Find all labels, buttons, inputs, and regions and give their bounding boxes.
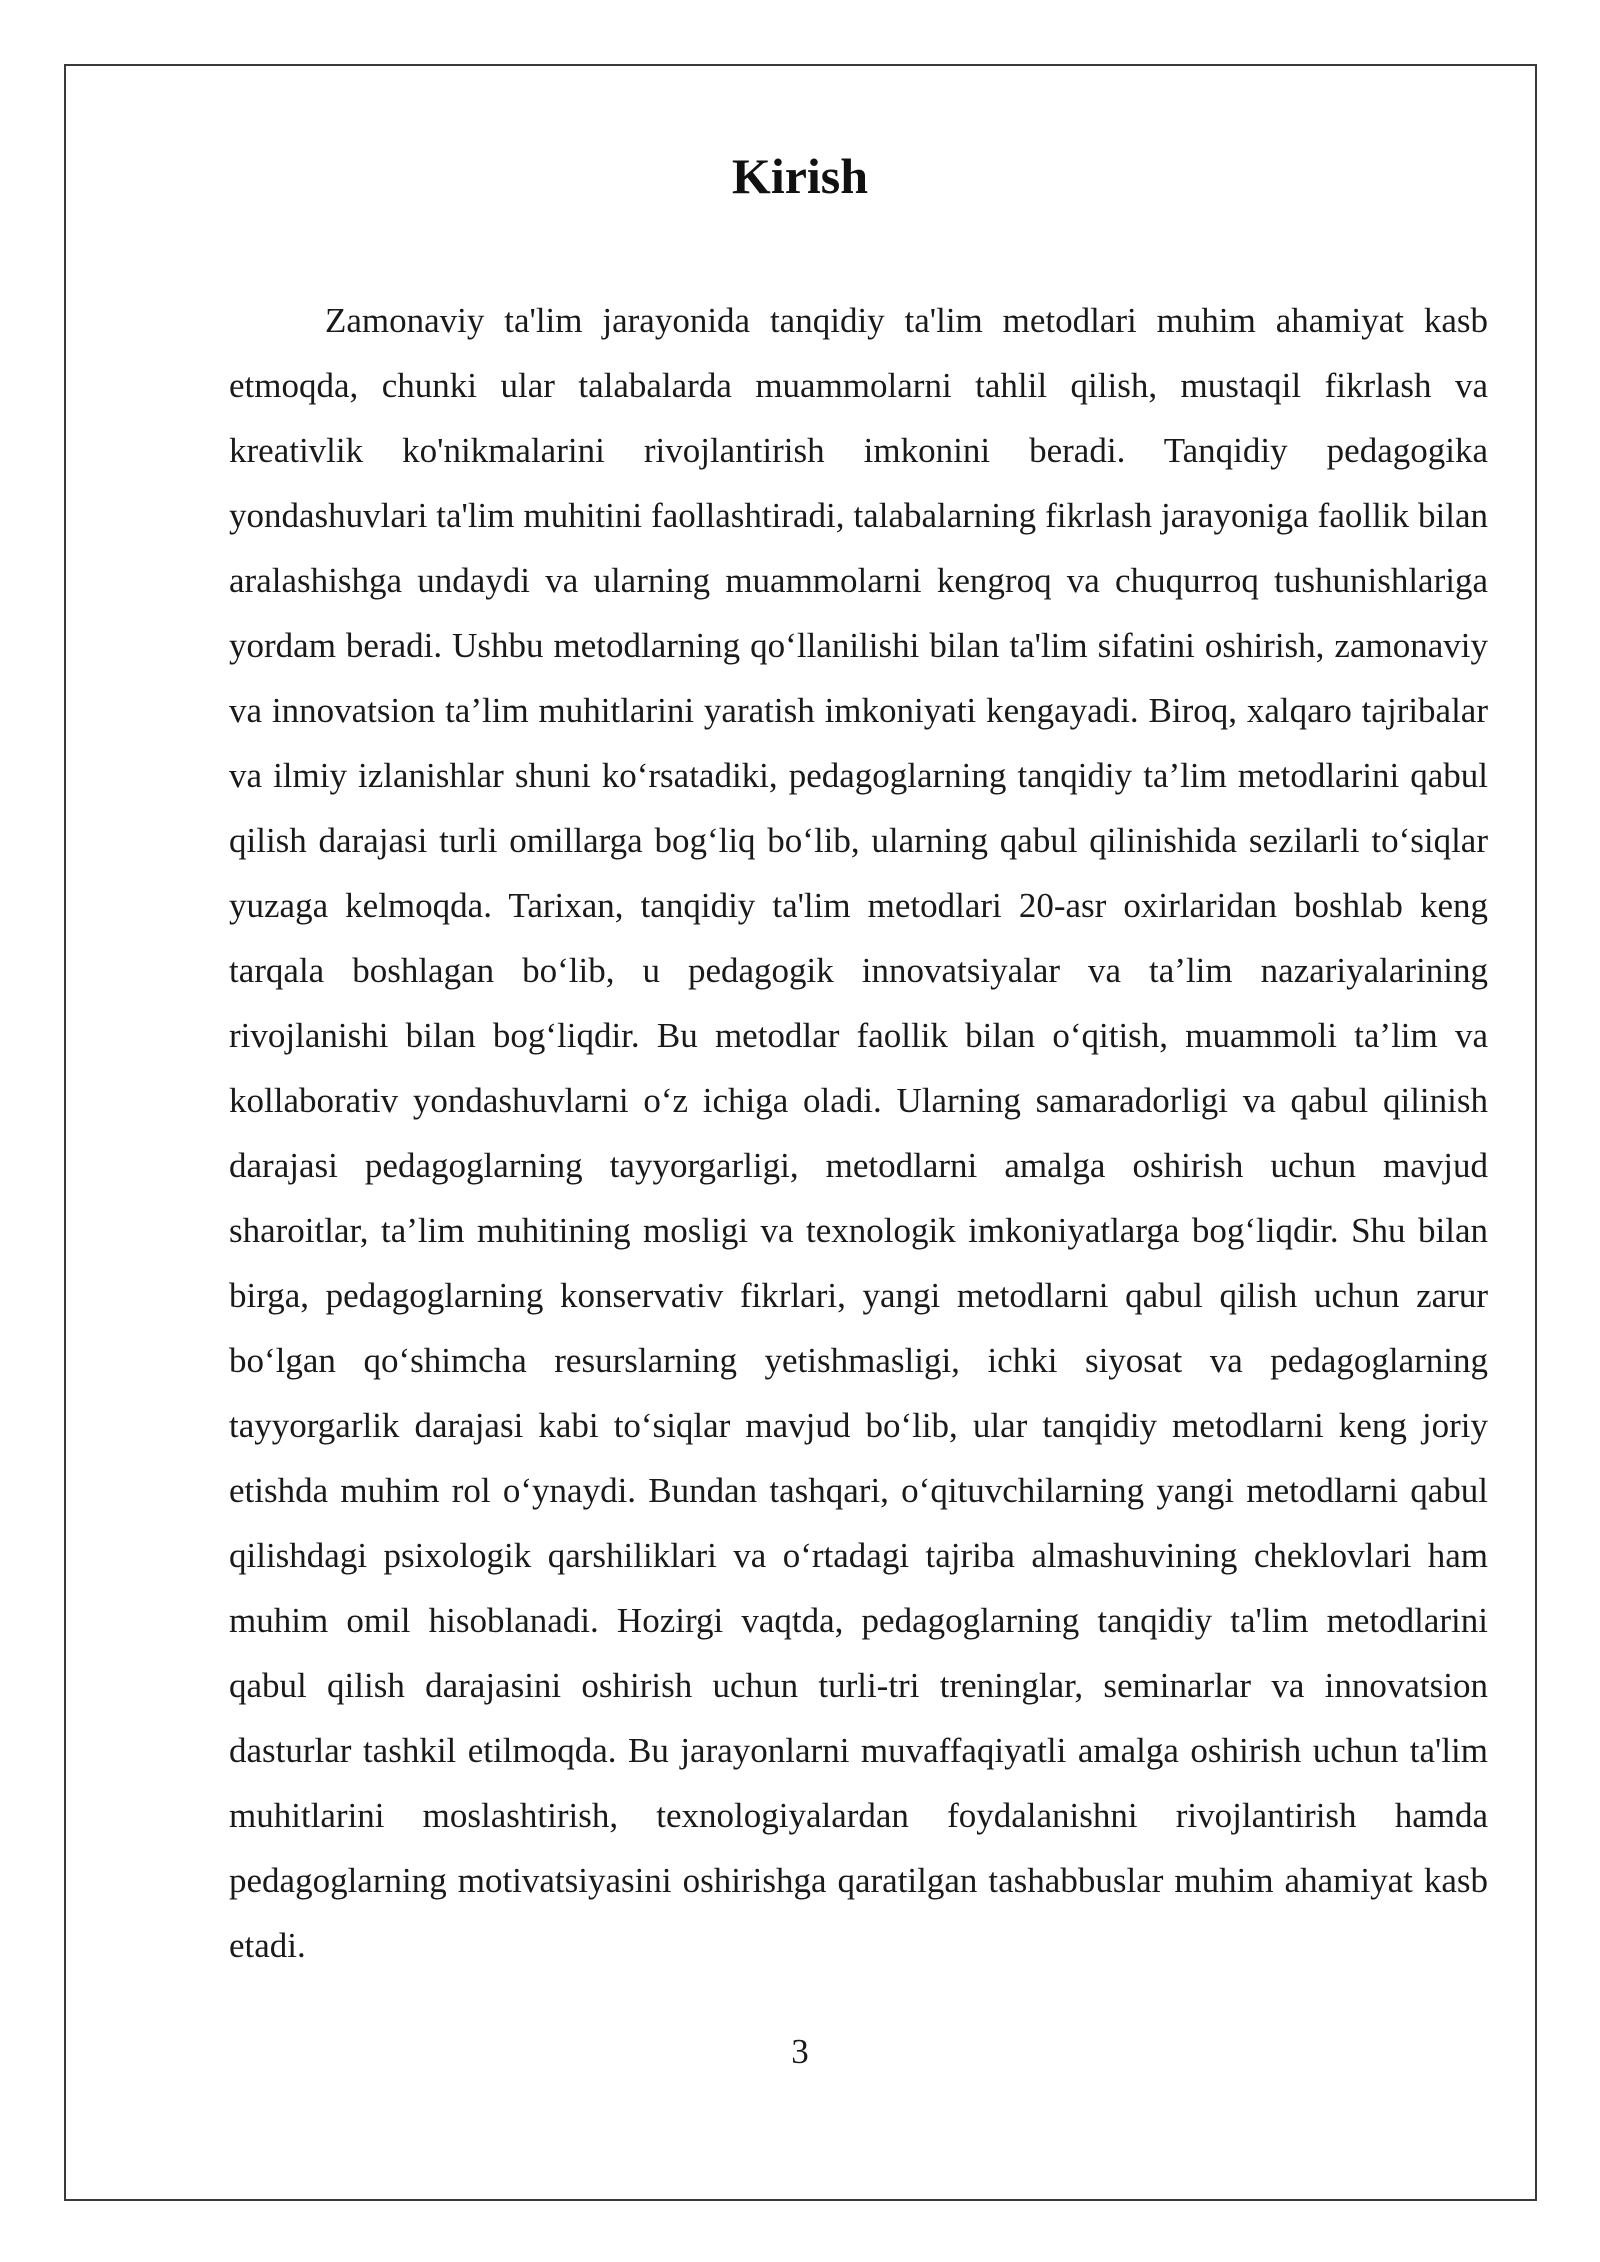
page-number: 3	[791, 2032, 809, 2071]
body-paragraph: Zamonaviy ta'lim jarayonida tanqidiy ta'lim metodlari muhim ahamiyat kasb etmoqda, chunki ular talabalarda muammolarni tahlil qilish, mustaqil fikrlash va kreativlik ko'nikmalarini rivojlantirish imkonini beradi. Tanqidiy pedagogika yondashuvlari ta'lim muhitini faollashtiradi, talabalarning fikrlash jarayoniga faollik bilan aralashishga undaydi va ularning muammolarni kengroq va chuqurroq tushunishlariga yordam beradi. Ushbu metodlarning qo‘llanilishi bilan ta'lim sifatini oshirish, zamonaviy va innovatsion ta’lim muhitlarini yaratish imkoniyati kengayadi. Biroq, xalqaro tajribalar va ilmiy izlanishlar shuni ko‘rsatadiki, pedagoglarning tanqidiy ta’lim metodlarini qabul qilish darajasi turli omillarga bog‘liq bo‘lib, ularning qabul qilinishida sezilarli to‘siqlar yuzaga kelmoqda. Tarixan, tanqidiy ta'lim metodlari 20-asr oxirlaridan boshlab keng tarqala boshlagan bo‘lib, u pedagogik innovatsiyalar va ta’lim nazariyalarining rivojlanishi bilan bog‘liqdir. Bu metodlar faollik bilan o‘qitish, muammoli ta’lim va kollaborativ yondashuvlarni o‘z ichiga oladi. Ularning samaradorligi va qabul qilinish darajasi pedagoglarning tayyorgarligi, metodlarni amalga oshirish uchun mavjud sharoitlar, ta’lim muhitining mosligi va texnologik imkoniyatlarga bog‘liqdir. Shu bilan birga, pedagoglarning konservativ fikrlari, yangi metodlarni qabul qilish uchun zarur bo‘lgan qo‘shimcha resurslarning yetishmasligi, ichki siyosat va pedagoglarning tayyorgarlik darajasi kabi to‘siqlar mavjud bo‘lib, ular tanqidiy metodlarni keng joriy etishda muhim rol o‘ynaydi. Bundan tashqari, o‘qituvchilarning yangi metodlarni qabul qilishdagi psixologik qarshiliklari va o‘rtadagi tajriba almashuvining cheklovlari ham muhim omil hisoblanadi. Hozirgi vaqtda, pedagoglarning tanqidiy ta'lim metodlarini qabul qilish darajasini oshirish uchun turli-tri treninglar, seminarlar va innovatsion dasturlar tashkil etilmoqda. Bu jarayonlarni muvaffaqiyatli amalga oshirish uchun ta'lim muhitlarini moslashtirish, texnologiyalardan foydalanishni rivojlantirish hamda pedagoglarning motivatsiyasini oshirishga qaratilgan tashabbuslar muhim ahamiyat kasb etadi.	[229, 301, 1488, 1965]
page-title: Kirish	[731, 148, 869, 204]
